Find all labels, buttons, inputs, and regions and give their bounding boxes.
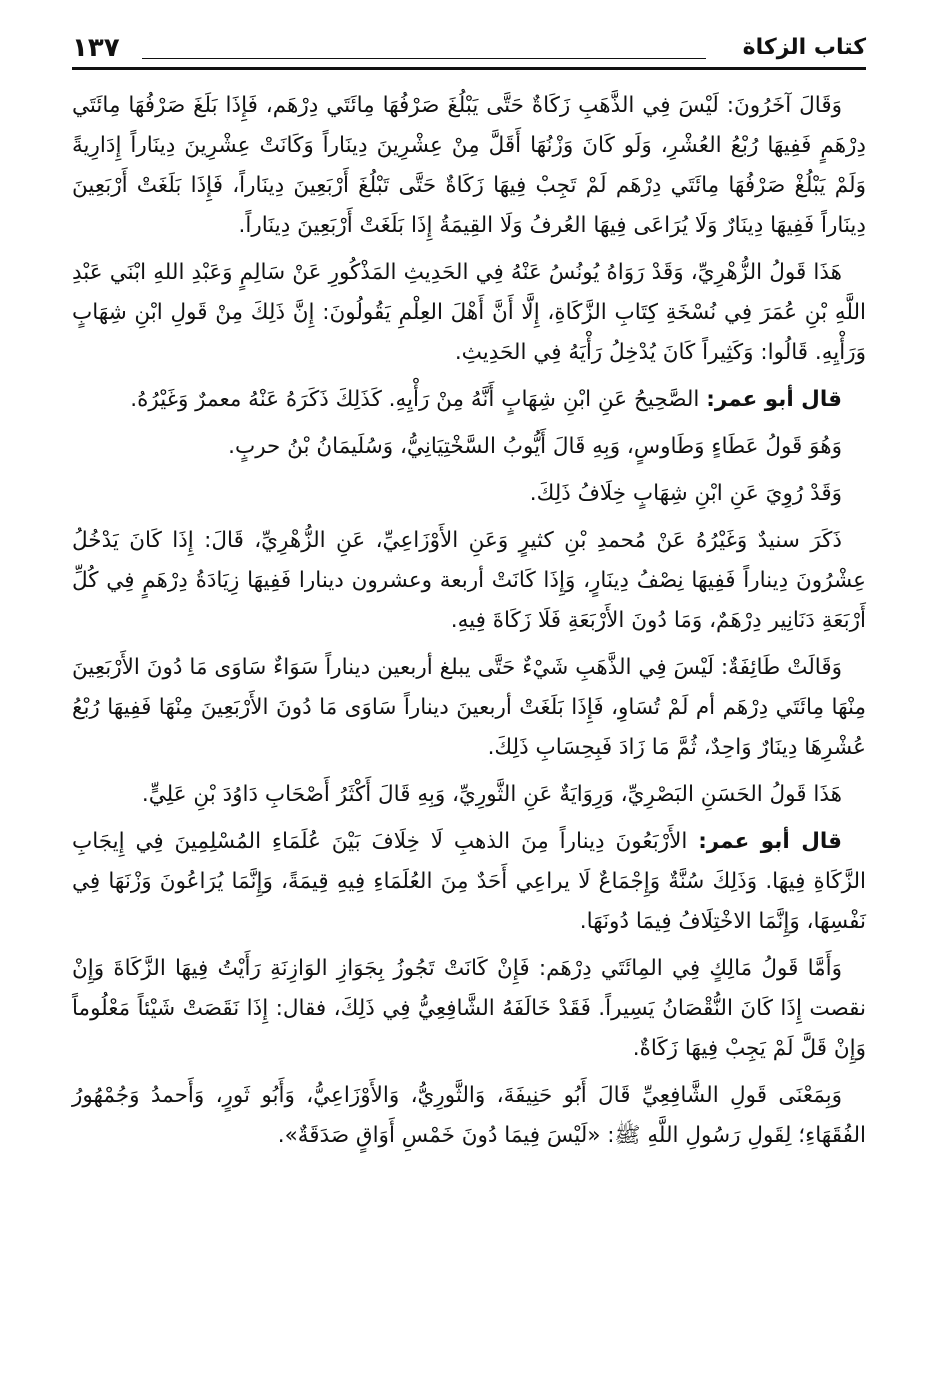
paragraph <box>72 427 866 467</box>
paragraph-text: وَقَالَتْ طَائِفَةٌ: لَيْسَ فِي الذَّهَبِ شَيْءٌ حَتَّى يبلغ أربعين ديناراً سَوَاءٌ سَاوَى مَا دُونَ الأَرْبَعِينَ مِنْهَا مِائَتَي دِرْهَم أم لَمْ تُسَاوِ، فَإِذَا بَلَغَتْ أربعينَ ديناراً سَاوَى مَا دُونَ الأَرْبَعِينَ مِنْهَا فَفِيهَا رُبْعُ عُشْرِهَا دِينَارٌ وَاحِدٌ، ثُمَّ مَا زَادَ فَبِحِسَابِ ذَلِكَ. <box>72 655 866 760</box>
header-rule <box>142 58 706 59</box>
paragraph-text: هَذَا قَولُ الحَسَنِ البَصْرِيِّ، وَرِوَايَةٌ عَنِ الثَّورِيِّ، وَبِهِ قَالَ أَكْثَرُ أَصْحَابِ دَاوُدَ بْنِ عَلِيٍّ. <box>141 782 842 807</box>
page-number: ١٣٧ <box>72 33 120 63</box>
paragraph-text: وَهُوَ قَولُ عَطَاءٍ وَطَاوسٍ، وَبِهِ قَالَ أَيُّوبُ السَّخْتِيَانِيُّ، وَسُلَيمَانُ بْنُ حربٍ. <box>228 434 842 459</box>
book-title: كتاب الزكاة <box>742 35 866 60</box>
running-header <box>72 30 866 70</box>
book-page <box>72 30 866 1370</box>
paragraph-text: هَذَا قَولُ الزُّهْرِيِّ، وَقَدْ رَوَاهُ يُونُسُ عَنْهُ فِي الحَدِيثِ المَذْكُورِ عَنْ سَالِمٍ وَعَبْدِ اللهِ ابْنَي عَبْدِ اللَّهِ بْنِ عُمَرَ فِي نُسْخَةِ كِتَابِ الزَّكَاةِ، إِلَّا أَنَّ أَهْلَ العِلْمِ يَقُولُونَ: إِنَّ ذَلِكَ مِنْ قَولِ ابْنِ شِهَابٍ وَرَأْيِهِ. قَالُوا: وَكَثِيراً كَانَ يُدْخِلُ رَأْيَهُ فِي الحَدِيثِ. <box>72 260 866 365</box>
paragraph-text: الصَّحِيحُ عَنِ ابْنِ شِهَابٍ أَنَّهُ مِنْ رَأْيِهِ. كَذَلِكَ ذَكَرَهُ عَنْهُ معمرٌ وَغَيْرُهُ. <box>130 387 707 412</box>
speaker-lead: قال أبو عمر: <box>706 387 842 412</box>
paragraph-text: وَقَالَ آخَرُونَ: لَيْسَ فِي الذَّهَبِ زَكَاةٌ حَتَّى يَبْلُغَ صَرْفُهَا مِائَتَي دِرْهَم، فَإِذَا بَلَغَ صَرْفُهَا مِائَتَي دِرْهَمٍ فَفِيهَا رُبْعُ العُشْرِ، وَلَو كَانَ وَزْنُهَا أَقَلَّ مِنْ عِشْرِينَ دِينَاراً وَكَانَتْ عِشْرِينَ دِينَاراً إِدَارِيةً وَلَمْ يَبْلُغْ صَرْفُهَا مِائَتَي دِرْهَم لَمْ تَجِبْ فِيهَا زَكَاةٌ حَتَّى تَبْلُغَ أَرْبَعِينَ دِينَاراً، فَإِذَا بَلَغَتْ أَرْبَعِينَ دِينَاراً فَفِيهَا دِينَارٌ وَلَا يُرَاعَى فِيهَا العُرفُ وَلَا القِيمَةُ إِذَا بَلَغَتْ أَرْبَعِينَ دِينَاراً. <box>72 93 866 238</box>
paragraph <box>72 521 866 641</box>
paragraph <box>72 86 866 246</box>
speaker-lead: قال أبو عمر: <box>698 829 843 854</box>
paragraph <box>72 648 866 768</box>
paragraph-text: الأَرْبَعُونَ دِيناراً مِنَ الذهبِ لَا خِلَافَ بَيْنَ عُلَمَاءِ المُسْلِمِينَ فِي إِيجَابِ الزَّكَاةِ فِيهَا. وَذَلِكَ سُنَّةٌ وَإِجْمَاعٌ لَا يراعِي أَحَدٌ مِنَ العُلَمَاءِ فِيهِ قِيمَةً، وَإِنَّمَا يُرَاعُونَ وَزْنَهَا فِي نَفْسِهَا، وَإِنَّمَا الاخْتِلَافُ فِيمَا دُونَهَا. <box>72 829 866 934</box>
paragraph <box>72 1076 866 1156</box>
body-text <box>72 86 866 1156</box>
paragraph-text: وَبِمَعْنَى قَولِ الشَّافِعِيِّ قَالَ أَبُو حَنِيفَةَ، وَالثَّورِيُّ، وَالأَوْزَاعِيُّ، وَأَبُو ثَورٍ، وَأَحمدُ وَجُمْهُورُ الفُقَهَاءِ؛ لِقَولِ رَسُولِ اللَّهِ ﷺ: «لَيْسَ فِيمَا دُونَ خَمْسِ أَوَاقٍ صَدَقَةٌ». <box>72 1083 866 1148</box>
paragraph <box>72 775 866 815</box>
paragraph <box>72 380 866 420</box>
paragraph <box>72 253 866 373</box>
paragraph <box>72 474 866 514</box>
paragraph-text: وَأَمَّا قَولُ مَالِكٍ فِي المِائَتَي دِرْهَم: فَإِنْ كَانَتْ تَجُوزُ بِجَوَازِ الوَازِنَةِ رَأَيْتُ فِيهَا الزَّكَاةَ وَإِنْ نقصت إِذَا كَانَ النُّقْصَانُ يَسِيراً. فَقَدْ خَالَفَهُ الشَّافِعِيُّ فِي ذَلِكَ، فقال: إِذَا نَقَصَتْ شَيْئاً مَعْلُوماً وَإِنْ قَلَّ لَمْ يَجِبْ فِيهَا زَكَاةٌ. <box>72 956 866 1061</box>
paragraph-text: ذَكَرَ سنيدٌ وَغَيْرُهُ عَنْ مُحمدِ بْنِ كثيرٍ وَعَنِ الأَوْزَاعِيِّ، عَنِ الزُّهْرِيِّ، قَالَ: إِذَا كَانَ يَدْخُلُ عِشْرُونَ دِيناراً فَفِيهَا نِصْفُ دِينَارٍ، وَإِذَا كَانَتْ أربعة وعشرون دينارا فَفِيهَا زِيَادَةُ دِرْهَمٍ فِي كُلِّ أَرْبَعَةِ دَنَانِير دِرْهَمٌ، وَمَا دُونَ الأَرْبَعَةِ فَلَا زَكَاةَ فِيهِ. <box>72 528 866 633</box>
paragraph <box>72 949 866 1069</box>
paragraph <box>72 822 866 942</box>
paragraph-text: وَقَدْ رُوِيَ عَنِ ابْنِ شِهَابٍ خِلَافُ ذَلِكَ. <box>529 481 842 506</box>
